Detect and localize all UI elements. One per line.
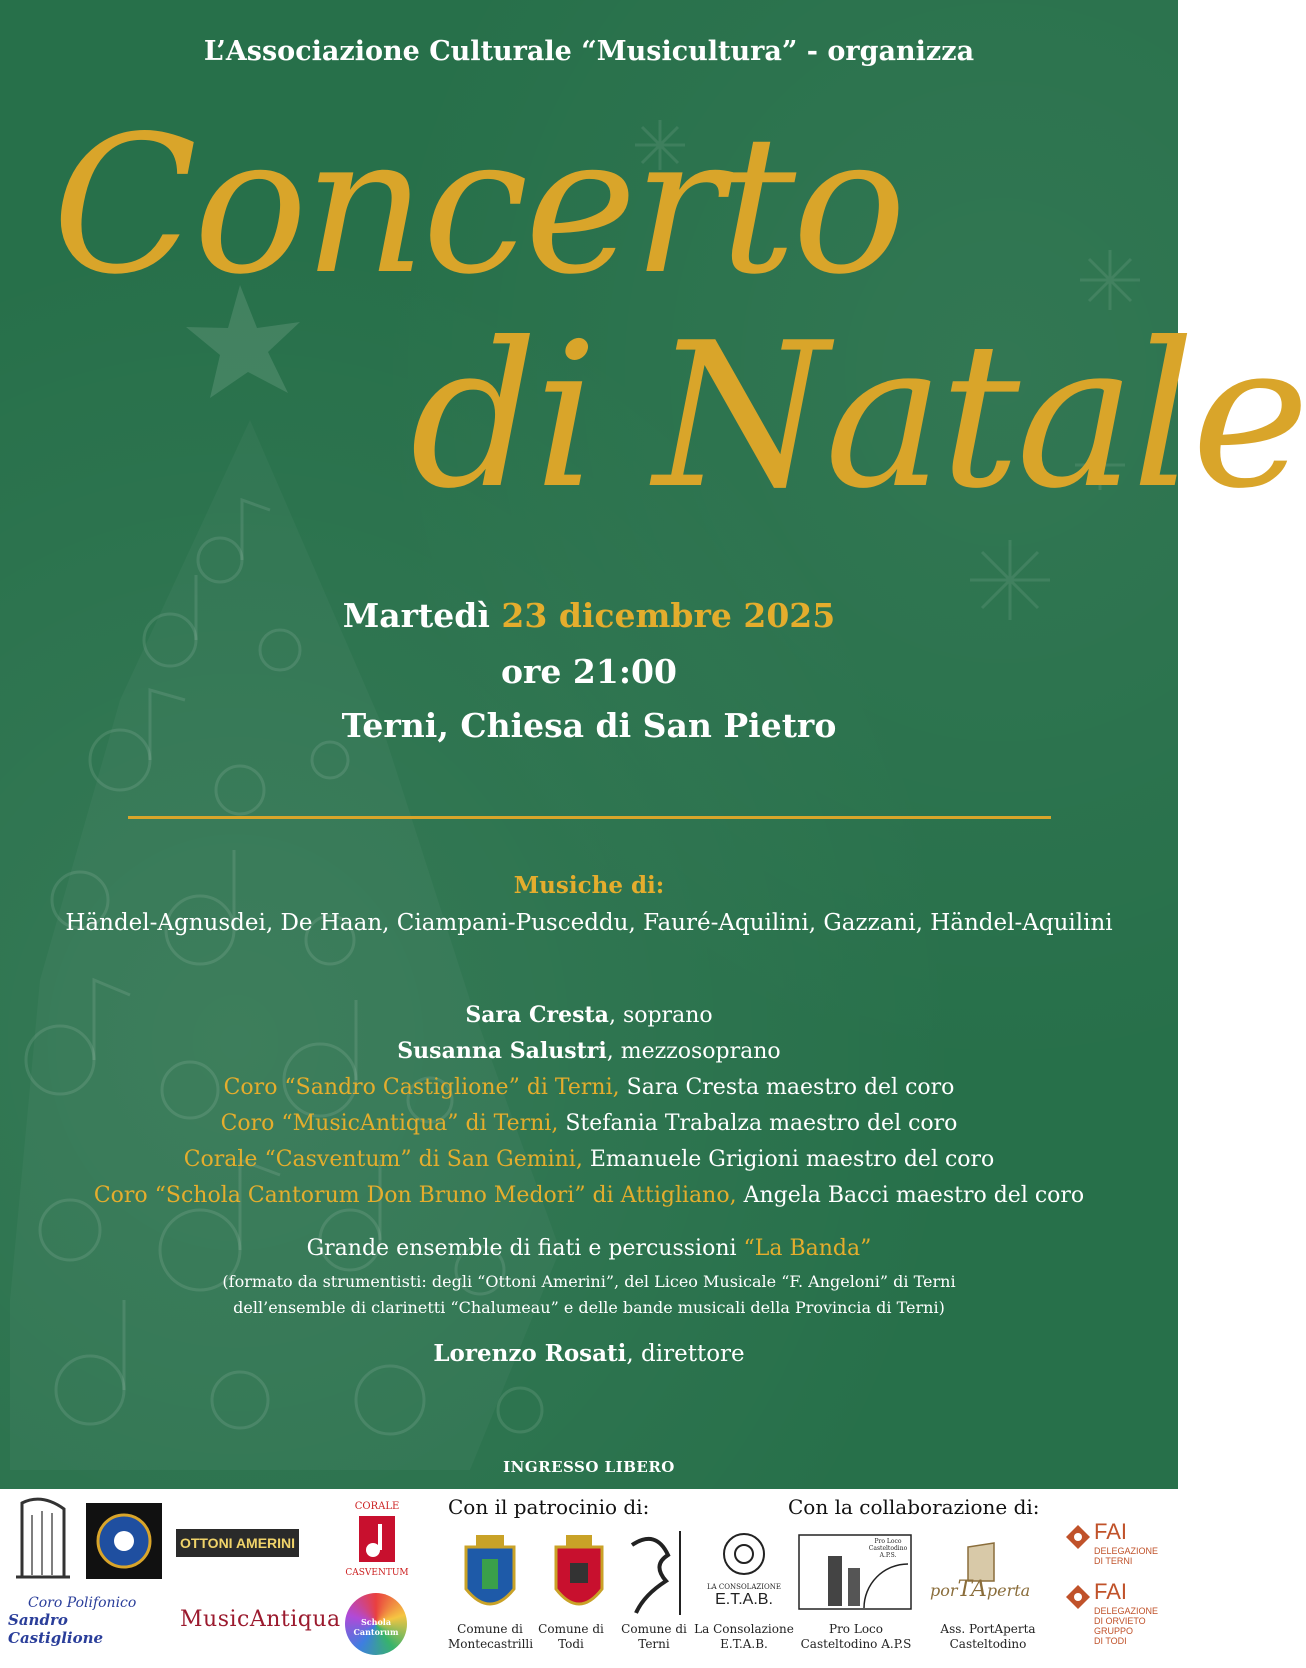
sponsor-caption-line2: Terni: [638, 1637, 670, 1651]
etab-circle-icon: [719, 1529, 769, 1579]
performer-role: , mezzosoprano: [606, 1039, 781, 1064]
fai-orvieto-logo: [1064, 1581, 1174, 1661]
portaperta-logo: [928, 1543, 1048, 1607]
fai-emblem-icon: [1064, 1523, 1092, 1551]
title-concerto: Concerto: [52, 95, 903, 316]
fai-terni-logo: [1064, 1521, 1174, 1573]
fai-emblem-icon: [1064, 1583, 1092, 1611]
fai-terni-line1: DELEGAZIONE: [1094, 1546, 1159, 1556]
sponsor-caption-line2: Todi: [558, 1637, 584, 1651]
schola-logo-label: Schola Cantorum: [353, 1617, 399, 1637]
ensemble-text: Grande ensemble di fiati e percussioni: [306, 1236, 744, 1261]
fai-terni-line2: DI TERNI: [1094, 1556, 1133, 1566]
coro-sandro-castiglione-logo: [8, 1595, 158, 1647]
portaperta-word-3: perta: [986, 1581, 1031, 1600]
performer-name: Sara Cresta: [465, 1002, 609, 1028]
schola-cantorum-logo: [345, 1593, 407, 1655]
sponsor-caption-line1: La Consolazione: [694, 1622, 794, 1636]
performer-role: Emanuele Grigioni maestro del coro: [582, 1147, 995, 1172]
sponsor-caption-line2: Casteltodino A.P.S: [800, 1637, 912, 1651]
ottoni-amerini-wordmark-logo: OTTONI AMERINI: [176, 1529, 299, 1557]
fai-orvieto-line3: GRUPPO: [1094, 1626, 1134, 1636]
proloco-casteltodino-logo: [798, 1534, 912, 1610]
music-label: Musiche di:: [513, 872, 665, 899]
casventum-note-icon: [345, 1512, 409, 1564]
performer-role: Angela Bacci maestro del coro: [736, 1183, 1085, 1208]
fai-terni-title: FAI: [1094, 1519, 1128, 1544]
fai-terni-subtitle: [1094, 1546, 1158, 1566]
event-weekday: Martedì: [342, 596, 490, 635]
performer-line: [0, 1146, 1178, 1172]
portaperta-wordmark: [930, 1577, 1030, 1602]
terni-dragon-icon: [622, 1525, 692, 1619]
sponsor-caption: [798, 1622, 914, 1652]
todi-crest-icon: [546, 1533, 612, 1619]
performer-group: Coro “MusicAntiqua” di Terni,: [220, 1111, 559, 1136]
sponsor-caption: [448, 1622, 532, 1652]
event-time: ore 21:00: [501, 652, 677, 691]
montecastrilli-crest-icon: [454, 1533, 526, 1619]
sponsor-caption-line1: Pro Loco: [829, 1622, 883, 1636]
band-name: “La Banda”: [743, 1236, 872, 1261]
corale-casventum-logo: [345, 1501, 409, 1581]
performer-role: Sara Cresta maestro del coro: [619, 1075, 955, 1100]
performer-line: [0, 1182, 1178, 1208]
director-role: , direttore: [626, 1341, 745, 1367]
director-name: Lorenzo Rosati: [433, 1340, 627, 1367]
performer-group: Corale “Casventum” di San Gemini,: [183, 1147, 583, 1172]
harp-logo: [12, 1493, 74, 1581]
sponsor-caption-line2: Casteltodino: [949, 1637, 1027, 1651]
sponsor-caption: [612, 1622, 696, 1652]
sponsor-caption-line1: Comune di: [621, 1622, 687, 1636]
performer-group: Coro “Sandro Castiglione” di Terni,: [223, 1075, 620, 1100]
casventum-label: CASVENTUM: [345, 1568, 409, 1578]
event-date-value: 23 dicembre 2025: [501, 596, 836, 635]
etab-logo: [704, 1529, 784, 1609]
patronage-heading: Con il patrocinio di:: [448, 1495, 650, 1519]
performer-line: [0, 1038, 1178, 1064]
event-venue: Terni, Chiesa di San Pietro: [341, 706, 837, 745]
fai-orvieto-title: FAI: [1094, 1579, 1128, 1604]
sponsor-caption: [530, 1622, 612, 1652]
sponsor-caption: [928, 1622, 1048, 1652]
title-di-natale: di Natale: [410, 300, 1306, 533]
portaperta-word-2: TA: [957, 1577, 987, 1602]
composer-list: Händel-Agnusdei, De Haan, Ciampani-Pusceddu, Fauré-Aquilini, Gazzani, Händel-Aquilini: [65, 910, 1113, 936]
corale-label: CORALE: [354, 1501, 400, 1512]
ensemble-detail-1: (formato da strumentisti: degli “Ottoni Amerini”, del Liceo Musicale “F. Angeloni” di Terni: [222, 1272, 956, 1291]
sponsor-caption-line1: Comune di: [538, 1622, 604, 1636]
coro-logo-line2: Sandro Castiglione: [8, 1611, 104, 1647]
sponsor-caption-line1: Comune di: [457, 1622, 523, 1636]
fai-orvieto-line4: DI TODI: [1094, 1636, 1127, 1646]
performer-line: [0, 1002, 1178, 1028]
sponsor-caption: [694, 1622, 794, 1652]
performer-group: Coro “Schola Cantorum Don Bruno Medori” di Attigliano,: [93, 1183, 737, 1208]
fai-orvieto-line1: DELEGAZIONE: [1094, 1606, 1159, 1616]
portaperta-word-1: por: [930, 1581, 958, 1600]
coro-logo-line1: Coro Polifonico: [28, 1595, 137, 1611]
sponsor-footer: [0, 1489, 1178, 1668]
performer-line: [0, 1110, 1178, 1136]
gold-divider: [128, 816, 1051, 819]
etab-sub-label: LA CONSOLAZIONE: [707, 1583, 781, 1591]
admission-note: INGRESSO LIBERO: [503, 1458, 675, 1476]
etab-label: E.T.A.B.: [715, 1591, 773, 1608]
sponsor-caption-line2: Montecastrilli: [448, 1637, 534, 1651]
organizer-line: L’Associazione Culturale “Musicultura” - organizza: [203, 36, 975, 67]
performer-role: Stefania Trabalza maestro del coro: [558, 1111, 958, 1136]
ottoni-amerini-crest-logo: [86, 1503, 162, 1579]
ensemble-line: [0, 1236, 1178, 1261]
event-date: [0, 596, 1178, 635]
collaboration-heading: Con la collaborazione di:: [788, 1495, 1040, 1519]
performer-line: [0, 1074, 1178, 1100]
musicantiqua-logo: MusicAntiqua: [180, 1607, 341, 1632]
performer-role: , soprano: [608, 1003, 713, 1028]
fai-orvieto-line2: DI ORVIETO: [1094, 1616, 1146, 1626]
sponsor-caption-line1: Ass. PortAperta: [940, 1622, 1036, 1636]
fai-orvieto-subtitle: [1094, 1606, 1158, 1646]
performer-name: Susanna Salustri: [397, 1038, 607, 1064]
proloco-label: Pro Loco Casteltodino A.P.S.: [868, 1538, 908, 1559]
sponsor-caption-line2: E.T.A.B.: [720, 1637, 768, 1651]
ensemble-detail-2: dell’ensemble di clarinetti “Chalumeau” e delle bande musicali della Provincia di Terni): [233, 1298, 945, 1317]
director-line: [0, 1340, 1178, 1367]
